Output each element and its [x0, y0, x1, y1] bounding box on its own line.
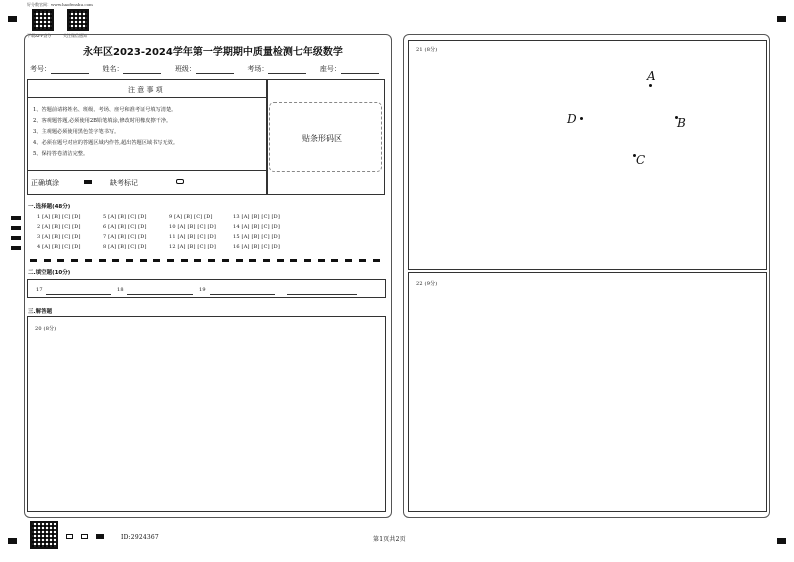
point-d — [580, 117, 583, 120]
choice-group[interactable]: 13 [A] [B] [C] [D] — [233, 214, 281, 220]
separator-dash — [44, 259, 51, 262]
blank-19-label: 19 — [199, 287, 206, 293]
separator-dash — [236, 259, 243, 262]
registration-mark — [777, 16, 786, 22]
exam-title: 永年区2023-2024学年第一学期期中质量检测七年级数学 — [83, 47, 343, 58]
separator-dash — [181, 259, 188, 262]
notice-item: 3、主观题必须使用黑色签字笔书写。 — [33, 129, 120, 135]
separator-dash — [153, 259, 160, 262]
timing-mark — [11, 246, 21, 250]
footer-id: ID:2924367 — [121, 534, 159, 541]
fill-in-box — [27, 279, 386, 298]
separator-dash — [126, 259, 133, 262]
footer-checkbox — [66, 534, 73, 539]
separator-dash — [373, 259, 380, 262]
separator-dash — [85, 259, 92, 262]
blank-18-line[interactable] — [127, 294, 193, 295]
answer-box-22[interactable] — [408, 272, 767, 512]
choice-group[interactable]: 9 [A] [B] [C] [D] — [169, 214, 213, 220]
footer-filled-mark — [96, 534, 104, 539]
qr-caption-right: 关注微信通知 — [63, 33, 87, 38]
blank-19-line-2[interactable] — [287, 294, 357, 295]
question-21-label: 21 (8分) — [416, 47, 438, 53]
separator-dash — [57, 259, 64, 262]
class-field[interactable] — [196, 66, 234, 74]
separator-dash — [318, 259, 325, 262]
separator-dash — [359, 259, 366, 262]
choice-group[interactable]: 2 [A] [B] [C] [D] — [37, 224, 81, 230]
footer-qr-code — [30, 521, 58, 549]
section2-title: 二.填空题(10分) — [28, 270, 71, 276]
question-20-label: 20 (8分) — [35, 326, 57, 332]
correct-fill-sample — [84, 180, 92, 184]
separator-dash — [140, 259, 147, 262]
blank-18-label: 18 — [117, 287, 124, 293]
choice-group[interactable]: 12 [A] [B] [C] [D] — [169, 244, 217, 250]
point-c-label: C — [636, 153, 646, 167]
choice-group[interactable]: 3 [A] [B] [C] [D] — [37, 234, 81, 240]
point-d-label: D — [567, 112, 577, 126]
barcode-label: 贴条形码区 — [302, 134, 342, 143]
choice-row — [37, 244, 280, 250]
info-fields — [30, 64, 379, 74]
blank-17-label: 17 — [36, 287, 43, 293]
site-text: 好分数官网：www.haofenshu.com — [27, 2, 93, 7]
choice-group[interactable]: 14 [A] [B] [C] [D] — [233, 224, 281, 230]
choice-group[interactable]: 4 [A] [B] [C] [D] — [37, 244, 81, 250]
point-a — [649, 84, 652, 87]
exam-number-label: 考号： — [30, 65, 51, 73]
footer-page: 第1页共2页 — [373, 536, 406, 543]
separator-dash — [277, 259, 284, 262]
exam-number-field[interactable] — [51, 66, 89, 74]
registration-mark — [8, 16, 17, 22]
question-22-label: 22 (9分) — [416, 281, 438, 287]
separator-dash — [304, 259, 311, 262]
choice-row — [37, 234, 280, 240]
name-field[interactable] — [123, 66, 161, 74]
separator-dash — [208, 259, 215, 262]
separator-dash — [71, 259, 78, 262]
seat-field[interactable] — [341, 66, 379, 74]
blank-17-line[interactable] — [46, 294, 111, 295]
choice-group[interactable]: 16 [A] [B] [C] [D] — [233, 244, 281, 250]
fill-legend-row — [27, 170, 267, 195]
separator-dash — [263, 259, 270, 262]
room-label: 考场： — [247, 65, 269, 73]
separator-dash — [222, 259, 229, 262]
separator-dash — [290, 259, 297, 262]
choice-group[interactable]: 5 [A] [B] [C] [D] — [103, 214, 147, 220]
absent-label: 缺考标记 — [110, 179, 138, 187]
separator-dash — [167, 259, 174, 262]
separator-dash — [331, 259, 338, 262]
timing-mark — [11, 216, 21, 220]
choice-group[interactable]: 10 [A] [B] [C] [D] — [169, 224, 217, 230]
notice-item: 4、必须在题号对应的答题区域内作答,超出答题区域书写无效。 — [33, 140, 179, 146]
timing-mark — [11, 226, 21, 230]
choice-group[interactable]: 8 [A] [B] [C] [D] — [103, 244, 147, 250]
footer-checkbox — [81, 534, 88, 539]
separator-dash — [99, 259, 106, 262]
registration-mark — [8, 538, 17, 544]
section1-title: 一.选择题(48分) — [28, 204, 71, 210]
choice-group[interactable]: 11 [A] [B] [C] [D] — [169, 234, 217, 240]
separator-dash — [345, 259, 352, 262]
choice-group[interactable]: 7 [A] [B] [C] [D] — [103, 234, 147, 240]
dashed-separator — [30, 259, 386, 263]
separator-dash — [112, 259, 119, 262]
qr-caption-left: 下载APP查分 — [27, 33, 52, 38]
choice-group[interactable]: 1 [A] [B] [C] [D] — [37, 214, 81, 220]
notice-item: 2、客观题答题,必须使用2B铅笔填涂,修改时用橡皮擦干净。 — [33, 118, 172, 124]
point-a-label: A — [647, 69, 656, 83]
answer-box-21[interactable] — [408, 40, 767, 270]
timing-mark — [11, 236, 21, 240]
class-label: 班级： — [174, 65, 196, 73]
notice-item: 1、答题前请将姓名、班级、考场、座号和准考证号填写清楚。 — [33, 107, 177, 113]
seat-label: 座号： — [319, 65, 341, 73]
choice-row — [37, 214, 280, 220]
correct-fill-label: 正确填涂 — [31, 179, 59, 187]
registration-mark — [777, 538, 786, 544]
notice-item: 5、保持答卷清洁完整。 — [33, 151, 89, 157]
notice-title: 注 意 事 项 — [128, 86, 163, 94]
separator-dash — [30, 259, 37, 262]
choice-row — [37, 224, 280, 230]
qr-code-wechat — [67, 9, 89, 31]
separator-dash — [194, 259, 201, 262]
section3-title: 三.解答题 — [28, 309, 53, 315]
choice-group[interactable]: 15 [A] [B] [C] [D] — [233, 234, 281, 240]
answer-box-20[interactable] — [27, 316, 386, 512]
room-field[interactable] — [268, 66, 306, 74]
separator-dash — [249, 259, 256, 262]
blank-19-line[interactable] — [210, 294, 275, 295]
qr-code-app — [32, 9, 54, 31]
name-label: 姓名： — [102, 65, 124, 73]
choice-group[interactable]: 6 [A] [B] [C] [D] — [103, 224, 147, 230]
absent-checkbox[interactable] — [176, 179, 184, 184]
point-b-label: B — [677, 116, 686, 130]
